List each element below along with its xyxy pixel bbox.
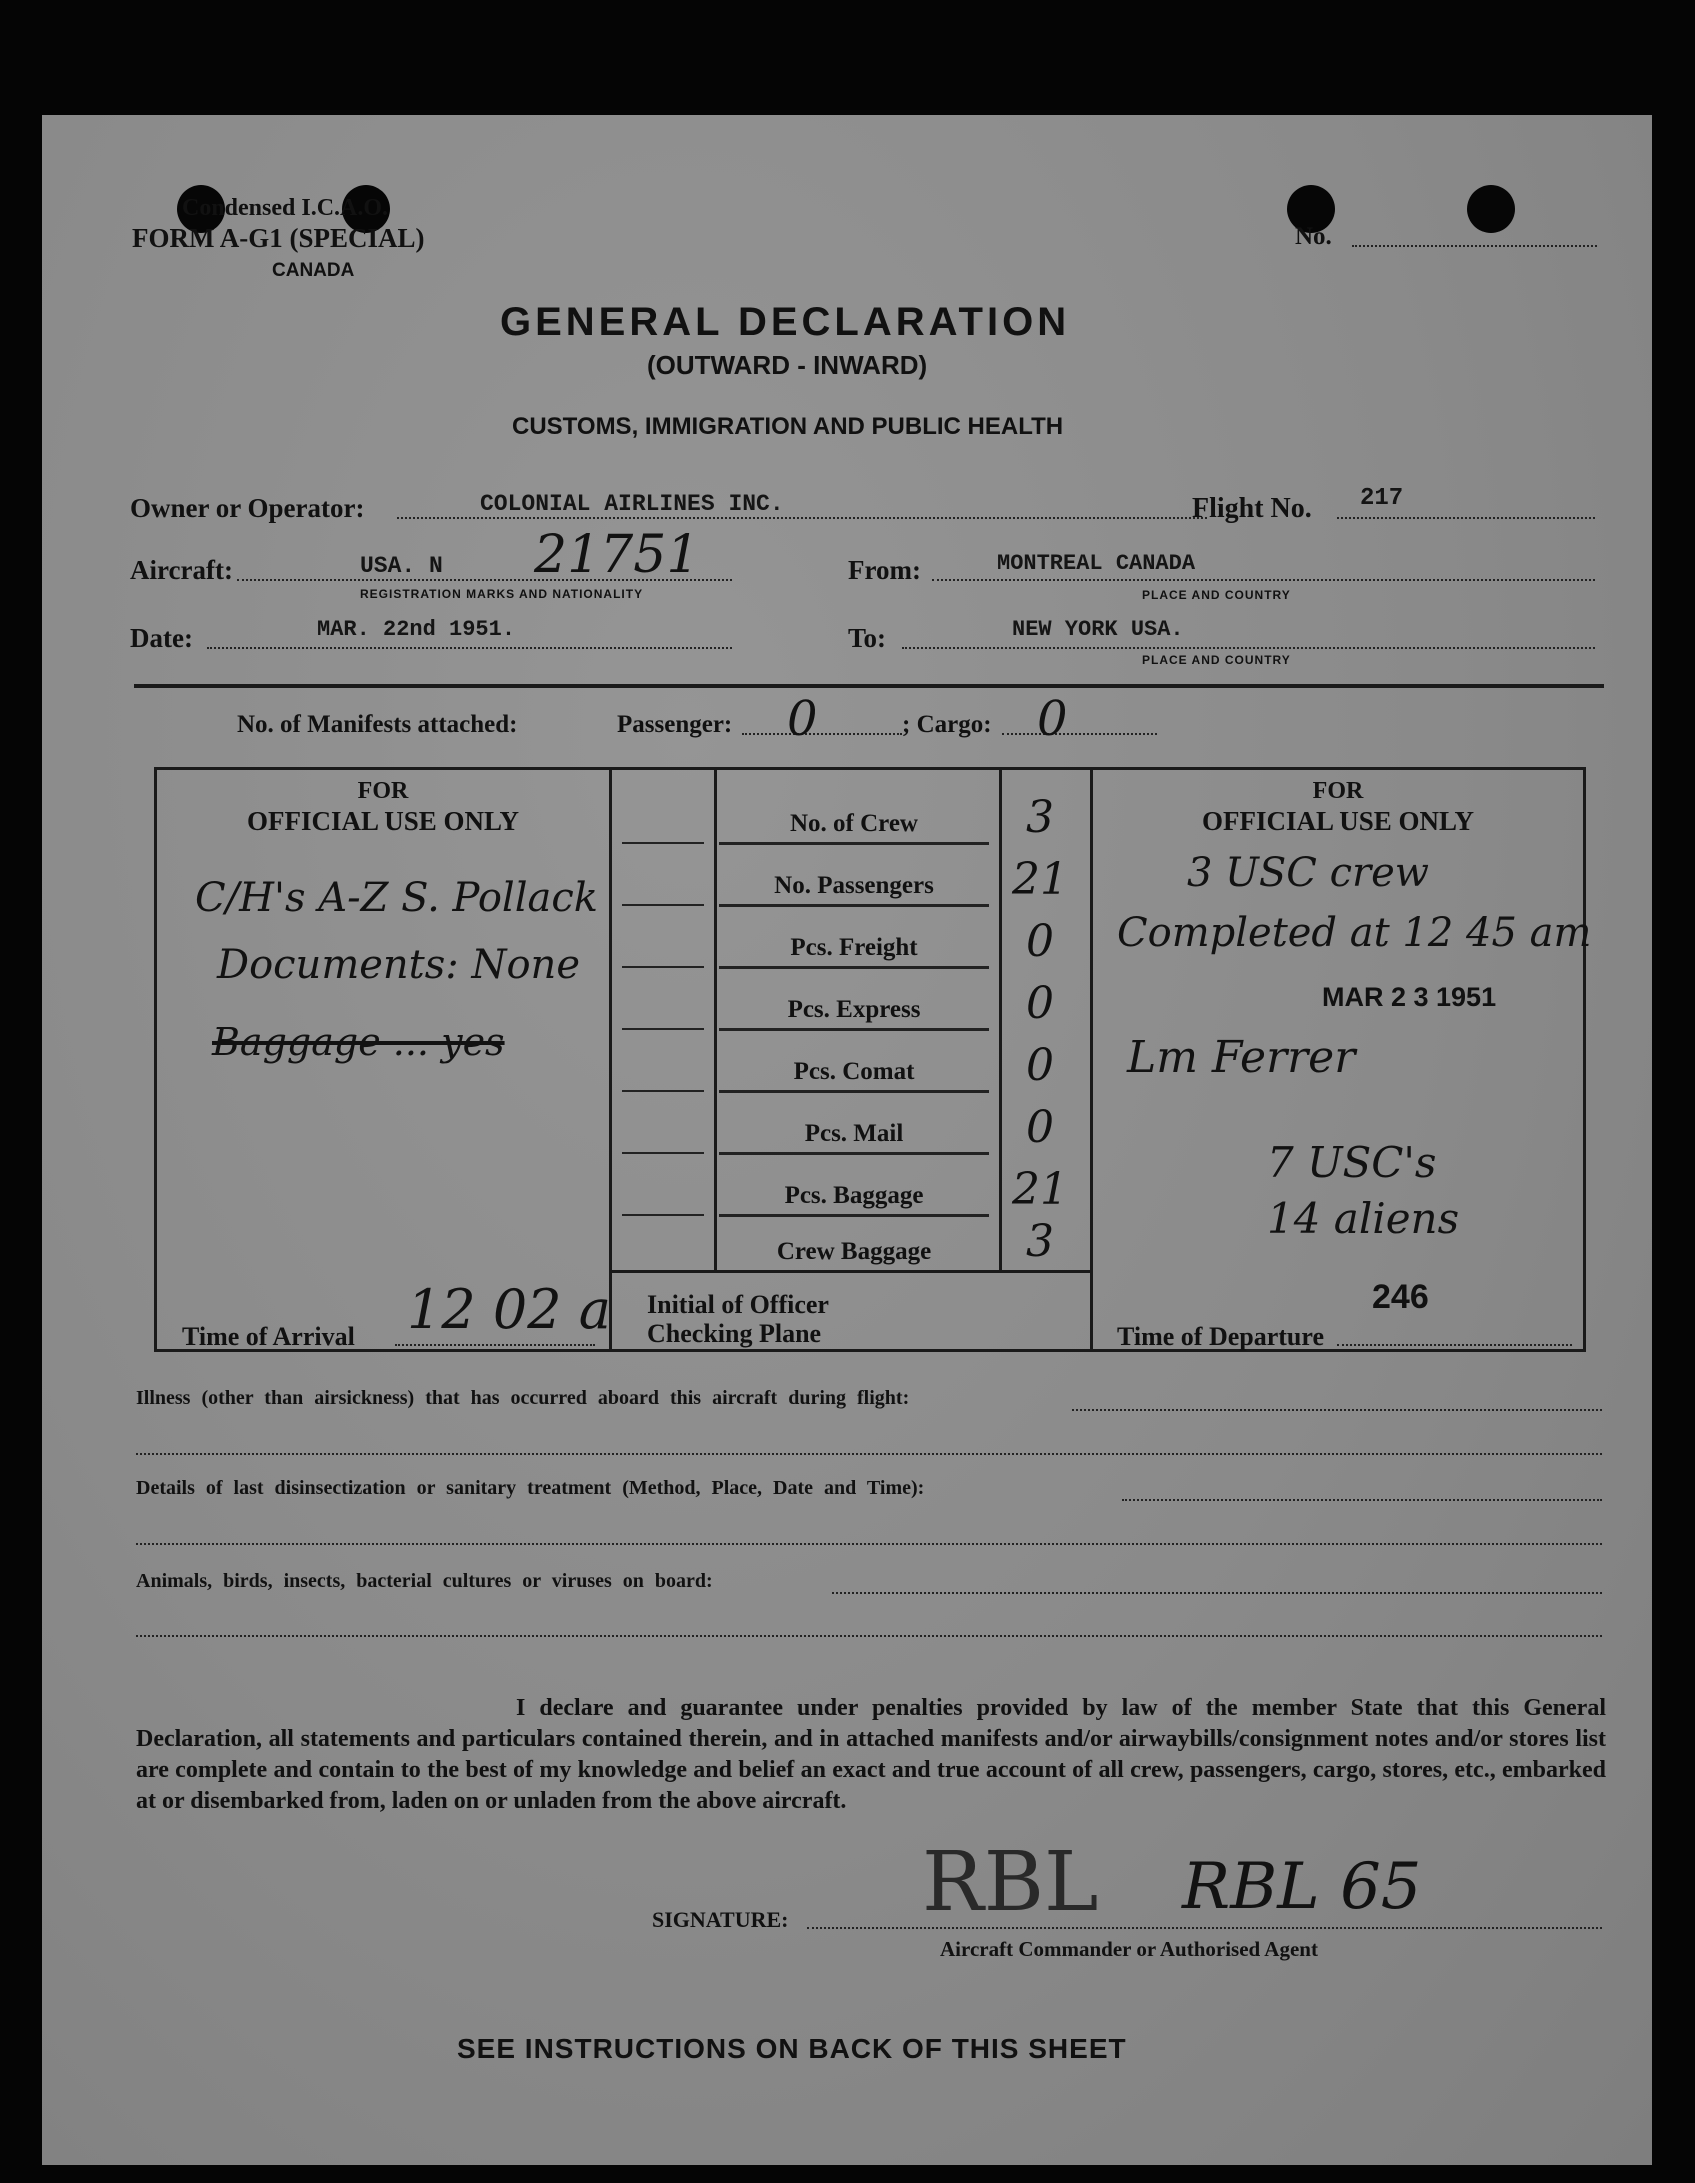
time-of-departure-label: Time of Departure [1117,1322,1324,1351]
left-official-header-1: FOR [357,778,409,804]
initial-officer-label-2: Checking Plane [647,1319,822,1348]
signature-caption: Aircraft Commander or Authorised Agent [940,1937,1318,1961]
initial-blank [622,1090,704,1092]
table-divider [1090,770,1093,1349]
declaration-text: I declare and guarantee under penalties provided by law of the member State that this General Declaration, all statements and particulars contained therein, and in attached manifests and/or airwaybills/consignment notes and/or stores list are complete and contain to the best of my knowledge and belief an exact and true account of all crew, passengers, cargo, stores, etc., embarked at or disembarked from, laden on or unladen from the above aircraft. [136,1695,1606,1814]
aircraft-caption: REGISTRATION MARKS AND NATIONALITY [360,587,644,601]
count-rows [719,770,1089,1270]
aircraft-value: USA. N [360,553,443,579]
date-line [207,647,732,649]
page-subtitle: (OUTWARD - INWARD) [647,350,928,380]
row-line [719,966,989,969]
initial-blank [622,966,704,968]
aircraft-label: Aircraft: [130,555,233,585]
time-of-departure-value: 246 [1372,1278,1429,1316]
row-label-freight: Pcs. Freight [790,934,918,961]
flight-value: 217 [1360,485,1404,512]
row-value-crew-baggage: 3 [1026,1216,1054,1267]
form-line-2: FORM A-G1 (SPECIAL) [132,223,425,253]
aircraft-hand-number: 21751 [534,525,700,585]
row-value-passengers: 21 [1012,854,1068,905]
row-line [719,1214,989,1217]
row-label-crew: No. of Crew [790,810,918,837]
from-label: From: [848,555,921,585]
row-line [719,1090,989,1093]
initial-blank [622,1214,704,1216]
illness-label: Illness (other than airsickness) that has occurred aboard this aircraft during flight: [136,1387,910,1409]
signature-mark-1: RBL [922,1835,1099,1930]
initial-blank [622,904,704,906]
flight-line [1337,517,1595,519]
row-label-express: Pcs. Express [787,996,921,1023]
row-label-crew-baggage: Crew Baggage [776,1238,932,1265]
date-label: Date: [130,623,193,653]
row-line [719,904,989,907]
from-caption: PLACE AND COUNTRY [1142,588,1291,602]
time-of-departure-line [1337,1344,1572,1346]
animals-line [832,1592,1602,1594]
declaration-sheet [42,115,1652,2165]
left-note-3: Baggage ... yes [212,1020,505,1064]
left-note-1: C/H's A-Z S. Pollack [195,875,598,921]
row-line [719,842,989,845]
initial-blank [622,842,704,844]
customs-heading: CUSTOMS, IMMIGRATION AND PUBLIC HEALTH [512,413,1064,440]
row-line [719,1152,989,1155]
row-label-passengers: No. Passengers [774,872,934,899]
manifests-label: No. of Manifests attached: [237,711,518,738]
right-official-header-2: OFFICIAL USE ONLY [1201,806,1475,836]
to-label: To: [848,623,887,653]
right-note-5: 14 aliens [1267,1194,1460,1243]
row-value-comat: 0 [1026,1040,1054,1091]
row-value-freight: 0 [1026,916,1054,967]
owner-label: Owner or Operator: [130,493,365,523]
manifests-passenger-label: Passenger: [617,711,733,738]
form-country: CANADA [272,260,355,281]
manifests-passenger-value: 0 [787,691,818,747]
table-divider [612,1270,1090,1273]
from-line [932,579,1595,581]
right-note-3: Lm Ferrer [1127,1032,1356,1083]
disinsection-label: Details of last disinsectization or sanitary treatment (Method, Place, Date and Time): [136,1477,925,1499]
initial-officer-label-1: Initial of Officer [647,1290,829,1319]
punch-hole [1467,185,1515,233]
animals-label: Animals, birds, insects, bacterial cultures or viruses on board: [136,1570,713,1592]
form-line-1: Condensed I.C.A.O. [182,195,389,221]
table-divider [714,770,717,1270]
to-line [902,647,1595,649]
serial-no-line [1352,245,1597,247]
animals-line-2 [136,1635,1602,1637]
initial-blank [622,1152,704,1154]
illness-line-2 [136,1453,1602,1455]
right-note-4: 7 USC's [1267,1138,1437,1187]
to-caption: PLACE AND COUNTRY [1142,653,1291,667]
disinsection-line-2 [136,1543,1602,1545]
right-note-1: 3 USC crew [1187,850,1430,896]
row-value-crew: 3 [1026,792,1054,843]
row-value-baggage: 21 [1012,1164,1068,1215]
left-official-header-2: OFFICIAL USE ONLY [246,806,520,836]
table-divider [609,770,612,1349]
initial-blank [622,1028,704,1030]
from-value: MONTREAL CANADA [997,551,1196,576]
official-table [154,767,1592,1352]
footer-instructions: SEE INSTRUCTIONS ON BACK OF THIS SHEET [457,2033,1127,2064]
signature-label: SIGNATURE: [652,1907,789,1932]
left-note-2: Documents: None [217,942,580,988]
serial-no-label: No. [1295,223,1332,250]
row-value-mail: 0 [1026,1102,1054,1153]
manifests-cargo-label: ; Cargo: [902,711,992,738]
manifests-cargo-line [1002,733,1157,735]
row-label-baggage: Pcs. Baggage [784,1182,924,1209]
date-stamp: MAR 2 3 1951 [1322,982,1497,1012]
illness-line [1072,1409,1602,1411]
to-value: NEW YORK USA. [1012,617,1184,642]
right-note-2: Completed at 12 45 am [1117,910,1592,956]
flight-label: Flight No. [1192,493,1312,524]
row-line [719,1028,989,1031]
date-value: MAR. 22nd 1951. [317,617,516,642]
owner-line [397,517,1207,519]
owner-value: COLONIAL AIRLINES INC. [480,491,784,517]
row-label-comat: Pcs. Comat [793,1058,915,1085]
header-rule [134,684,1604,688]
right-official-header-1: FOR [1312,778,1364,804]
time-of-arrival-label: Time of Arrival [182,1322,355,1351]
manifests-cargo-value: 0 [1037,691,1068,747]
disinsection-line [1122,1499,1602,1501]
row-value-express: 0 [1026,978,1054,1029]
time-of-arrival-line [395,1344,595,1346]
manifests-passenger-line [742,733,902,735]
page-title: GENERAL DECLARATION [500,300,1071,344]
signature-mark-2: RBL 65 [1182,1850,1422,1924]
row-label-mail: Pcs. Mail [804,1120,904,1147]
time-of-arrival-value: 12 02 a [407,1278,611,1341]
